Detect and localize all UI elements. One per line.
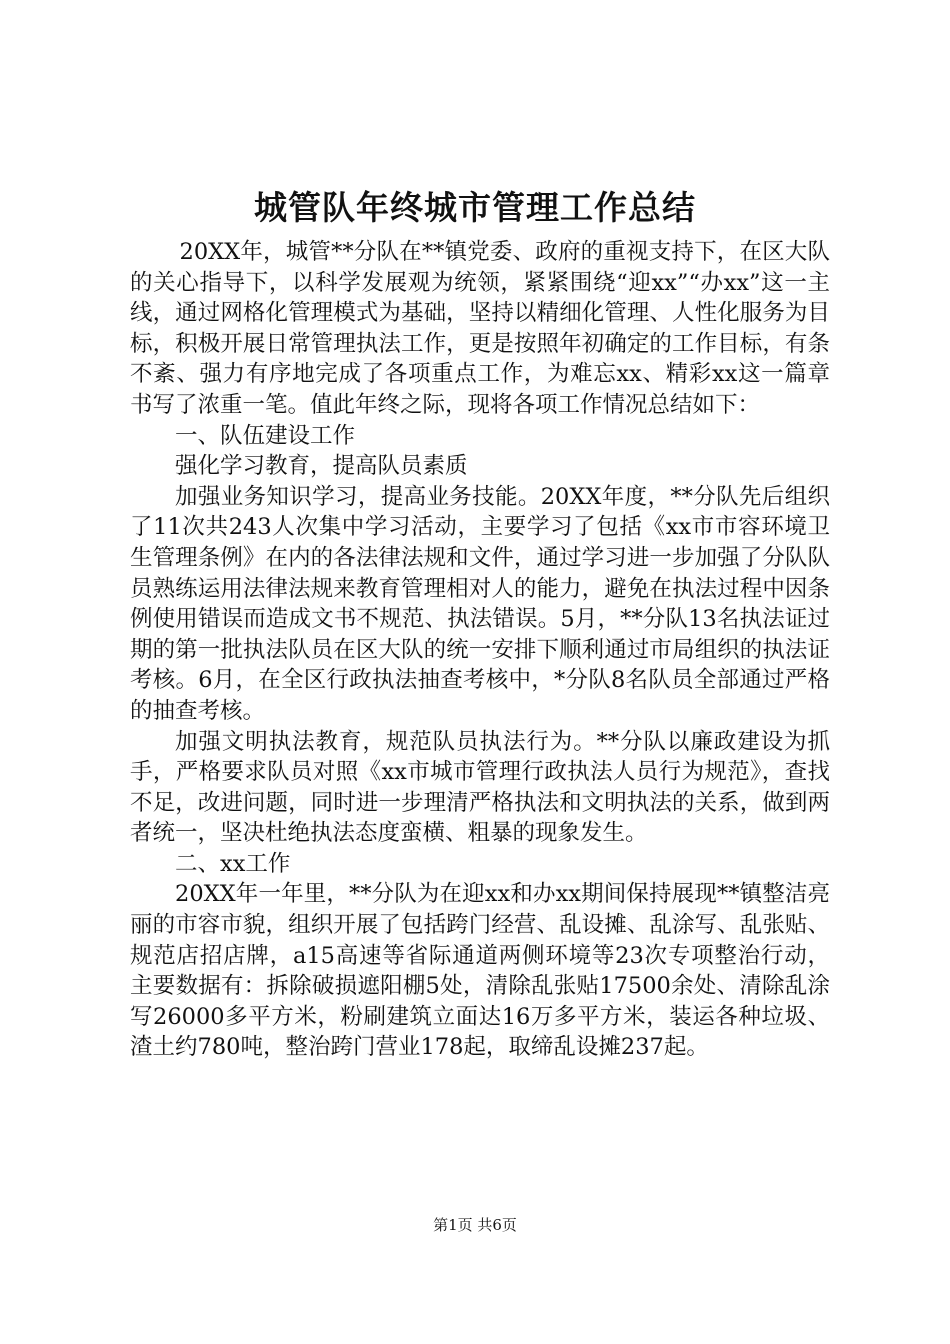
page-footer: 第1页 共6页 <box>433 1216 517 1234</box>
subheading-study-education: 强化学习教育，提高队员素质 <box>175 453 468 480</box>
section-heading-team-building: 一、队伍建设工作 <box>175 422 356 449</box>
document-title: 城管队年终城市管理工作总结 <box>254 188 696 227</box>
paragraph-special-rectification: 20XX年一年里，**分队为在迎xx和办xx期间保持展现**镇整洁亮丽的市容市貌，组织开展了包括跨门经营、乱设摊、乱涂写、乱张贴、规范店招店牌，a15高速等省际通道两侧环境等23次专项整治行动，主要数据有：拆除破损遮阳棚5处，清除乱张贴17500余处、清除乱涂写26000多平方米，粉刷建筑立面达16万多平方米，装运各种垃圾、渣土约780吨，整治跨门营业178起，取缔乱设摊237起。 <box>130 881 830 1061</box>
paragraph-civilized-enforcement: 加强文明执法教育，规范队员执法行为。**分队以廉政建设为抓手，严格要求队员对照《xx市城市管理行政执法人员行为规范》，查找不足，改进问题，同时进一步理清严格执法和文明执法的关系，做到两者统一，坚决杜绝执法态度蛮横、粗暴的现象发生。 <box>130 728 830 847</box>
section-heading-xx-work: 二、xx工作 <box>175 850 291 877</box>
intro-paragraph: 20XX年，城管**分队在**镇党委、政府的重视支持下，在区大队的关心指导下，以科学发展观为统领，紧紧围绕“迎xx”“办xx”这一主线，通过网格化管理模式为基础，坚持以精细化管理、人性化服务为目标，积极开展日常管理执法工作，更是按照年初确定的工作目标，有条不紊、强力有序地完成了各项重点工作，为难忘xx、精彩xx这一篇章书写了浓重一笔。值此年终之际，现将各项工作情况总结如下： <box>130 239 830 418</box>
paragraph-business-study: 加强业务知识学习，提高业务技能。20XX年度，**分队先后组织了11次共243人次集中学习活动，主要学习了包括《xx市市容环境卫生管理条例》在内的各法律法规和文件，通过学习进一步加强了分队队员熟练运用法律法规来教育管理相对人的能力，避免在执法过程中因条例使用错误而造成文书不规范、执法错误。5月，**分队13名执法证过期的第一批执法队员在区大队的统一安排下顺利通过市局组织的执法证考核。6月，在全区行政执法抽查考核中，*分队8名队员全部通过严格的抽查考核。 <box>130 483 830 724</box>
document-body <box>130 237 830 1063</box>
